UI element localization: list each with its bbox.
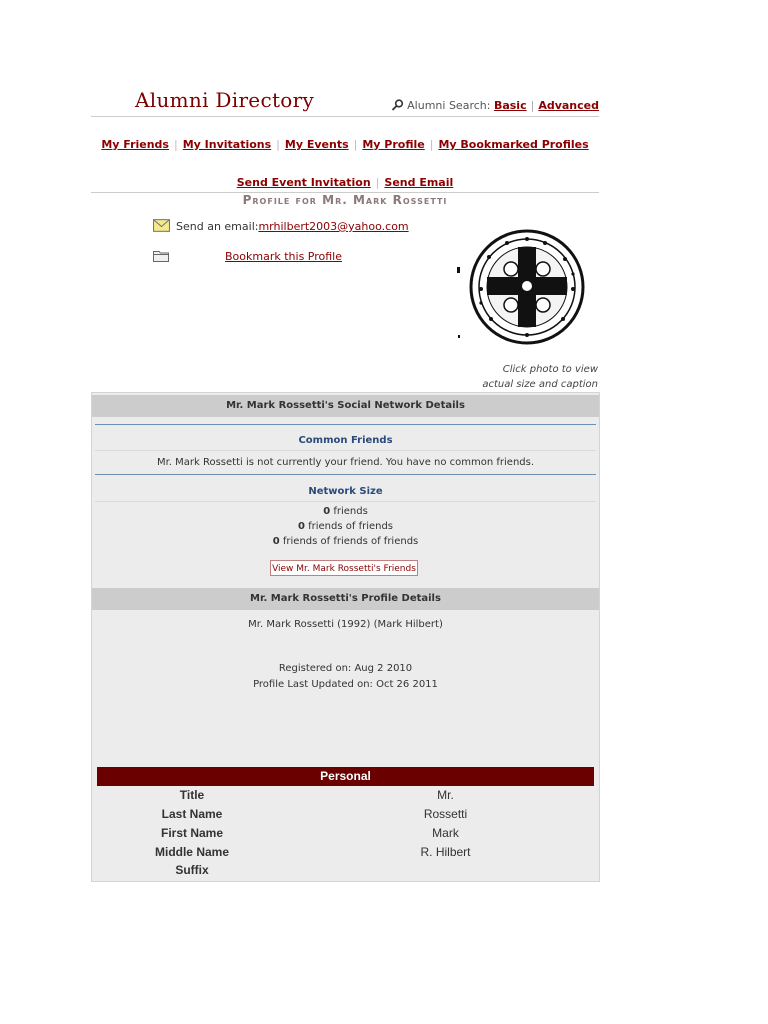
personal-heading: Personal bbox=[97, 767, 594, 786]
field-row bbox=[92, 863, 599, 882]
field-row bbox=[92, 788, 599, 807]
send-event-invitation-link[interactable]: Send Event Invitation bbox=[236, 176, 371, 189]
section-divider bbox=[95, 501, 596, 502]
field-label: Middle Name bbox=[154, 845, 229, 859]
fofof-count: 0 bbox=[272, 536, 280, 547]
profile-heading: Profile for Mr. Mark Rossetti bbox=[242, 193, 448, 207]
social-network-title: Mr. Mark Rossetti's Social Network Details bbox=[92, 395, 599, 417]
header-divider bbox=[91, 116, 599, 117]
field-label: Last Name bbox=[161, 807, 223, 821]
email-link[interactable]: mrhilbert2003@yahoo.com bbox=[258, 220, 409, 233]
field-label: Suffix bbox=[175, 863, 209, 877]
section-rule bbox=[95, 424, 596, 425]
alumni-search bbox=[391, 99, 599, 112]
fofof-count-line bbox=[92, 536, 599, 547]
friends-label: friends bbox=[333, 506, 368, 517]
email-row bbox=[153, 219, 409, 233]
profile-photo[interactable] bbox=[455, 229, 585, 345]
field-value: Mark bbox=[432, 826, 459, 840]
nav-my-invitations[interactable]: My Invitations bbox=[182, 138, 272, 151]
field-value: R. Hilbert bbox=[420, 845, 471, 859]
last-updated-date: Profile Last Updated on: Oct 26 2011 bbox=[253, 679, 438, 690]
profile-panel bbox=[91, 392, 600, 882]
friends-count-line bbox=[92, 506, 599, 517]
profile-name-line: Mr. Mark Rossetti (1992) (Mark Hilbert) bbox=[248, 619, 443, 630]
photo-caption-line: Click photo to view bbox=[502, 364, 598, 375]
search-advanced-link[interactable]: Advanced bbox=[538, 99, 599, 112]
photo-caption-line: actual size and caption bbox=[482, 379, 598, 390]
fof-label: friends of friends bbox=[308, 521, 394, 532]
nav-my-events[interactable]: My Events bbox=[284, 138, 349, 151]
section-rule bbox=[95, 474, 596, 475]
search-label: Alumni Search: bbox=[407, 99, 491, 112]
email-label: Send an email: bbox=[176, 220, 259, 233]
separator: | bbox=[353, 138, 358, 151]
field-row bbox=[92, 845, 599, 864]
profile-actions bbox=[91, 176, 599, 189]
field-value: Rossetti bbox=[423, 807, 468, 821]
fof-count-line bbox=[92, 521, 599, 532]
separator: | bbox=[530, 99, 535, 112]
bookmark-profile-link[interactable]: Bookmark this Profile bbox=[225, 250, 342, 263]
search-basic-link[interactable]: Basic bbox=[493, 99, 527, 112]
envelope-icon bbox=[153, 219, 170, 232]
field-row bbox=[92, 807, 599, 826]
profile-details-title: Mr. Mark Rossetti's Profile Details bbox=[92, 588, 599, 610]
nav-my-bookmarked-profiles[interactable]: My Bookmarked Profiles bbox=[438, 138, 589, 151]
nav-my-friends[interactable]: My Friends bbox=[101, 138, 169, 151]
network-size-heading: Network Size bbox=[308, 486, 383, 497]
separator: | bbox=[173, 138, 178, 151]
app-title: Alumni Directory bbox=[135, 88, 315, 112]
view-friends-button[interactable]: View Mr. Mark Rossetti's Friends bbox=[270, 560, 418, 576]
header bbox=[91, 86, 599, 116]
nav-my-profile[interactable]: My Profile bbox=[362, 138, 425, 151]
separator: | bbox=[429, 138, 434, 151]
field-label: First Name bbox=[160, 826, 224, 840]
friends-count: 0 bbox=[323, 506, 331, 517]
send-email-link[interactable]: Send Email bbox=[384, 176, 454, 189]
common-friends-heading: Common Friends bbox=[298, 435, 393, 446]
field-value: Mr. bbox=[437, 788, 454, 802]
main-nav bbox=[91, 138, 599, 151]
bookmark-row bbox=[153, 249, 342, 263]
fof-count: 0 bbox=[297, 521, 305, 532]
separator: | bbox=[276, 138, 280, 151]
field-label: Title bbox=[179, 788, 205, 802]
separator: | bbox=[375, 176, 380, 189]
field-row bbox=[92, 826, 599, 845]
registered-date: Registered on: Aug 2 2010 bbox=[278, 663, 413, 674]
folder-icon bbox=[153, 249, 169, 262]
magnifier-icon bbox=[391, 99, 404, 111]
fofof-label: friends of friends of friends bbox=[282, 536, 419, 547]
photo-caption bbox=[482, 362, 598, 392]
section-divider bbox=[95, 450, 596, 451]
common-friends-text: Mr. Mark Rossetti is not currently your friend. You have no common friends. bbox=[156, 457, 535, 468]
